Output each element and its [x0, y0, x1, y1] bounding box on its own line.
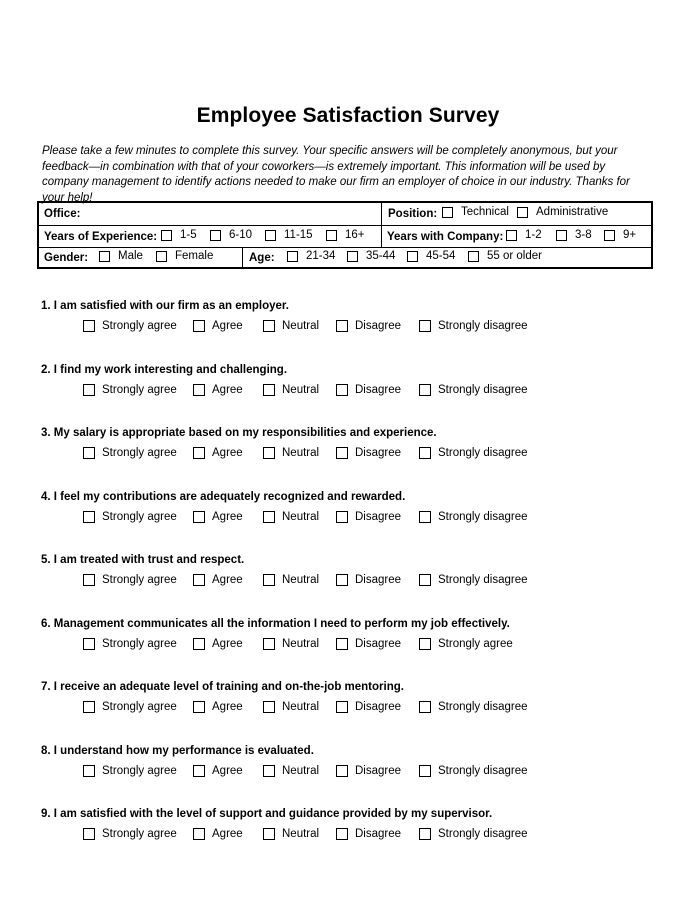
checkbox[interactable]: [193, 384, 205, 396]
answer-option[interactable]: [336, 638, 401, 650]
answer-option[interactable]: [419, 384, 528, 396]
checkbox[interactable]: [336, 828, 348, 840]
answer-option-label: Agree: [212, 637, 243, 650]
answer-option-label: Strongly disagree: [438, 510, 528, 523]
question-text: 2. I find my work interesting and challenging.: [41, 363, 288, 376]
checkbox[interactable]: [419, 701, 431, 713]
answer-option-label: Strongly agree: [102, 447, 177, 459]
answer-option[interactable]: [193, 701, 243, 713]
answer-option-label: Disagree: [355, 574, 402, 586]
info-row-experience: [39, 225, 651, 248]
checkbox[interactable]: [556, 230, 567, 241]
checkbox[interactable]: [83, 574, 95, 586]
checkbox[interactable]: [193, 511, 205, 523]
answer-option-label: Agree: [212, 701, 243, 713]
answer-option-label: Strongly agree: [102, 764, 177, 777]
checkbox[interactable]: [83, 384, 95, 396]
answer-option-label: Agree: [212, 764, 243, 777]
office-label: Office:: [44, 208, 81, 220]
answer-option-label: Neutral: [282, 320, 320, 332]
answer-option-label: Neutral: [282, 383, 320, 396]
answer-option-label: Agree: [212, 510, 243, 523]
experience-option[interactable]: 16+: [326, 229, 365, 241]
company-years-option[interactable]: 9+: [604, 229, 636, 241]
answer-option[interactable]: [263, 511, 319, 523]
checkbox[interactable]: [336, 384, 348, 396]
divider: [242, 248, 243, 268]
experience-option[interactable]: 6-10: [210, 229, 252, 241]
answer-option[interactable]: [263, 320, 319, 332]
checkbox[interactable]: [99, 251, 110, 262]
checkbox[interactable]: [347, 251, 358, 262]
answer-option[interactable]: [83, 320, 177, 332]
answer-option-label: Strongly disagree: [438, 574, 528, 586]
checkbox[interactable]: [468, 251, 479, 262]
checkbox[interactable]: [161, 230, 172, 241]
checkbox[interactable]: [193, 447, 205, 459]
age-label: Age:: [249, 252, 275, 264]
question-text: 1. I am satisfied with our firm as an employer.: [41, 300, 289, 312]
answer-option-label: Disagree: [355, 320, 402, 332]
experience-label: Years of Experience:: [44, 231, 158, 243]
answer-option-label: Strongly agree: [102, 510, 177, 523]
checkbox[interactable]: [419, 638, 431, 650]
checkbox[interactable]: [263, 511, 275, 523]
age-option[interactable]: 45-54: [407, 250, 455, 262]
answer-option[interactable]: [419, 320, 528, 332]
answer-option[interactable]: [83, 638, 177, 650]
answer-option[interactable]: [336, 828, 401, 840]
answer-option-label: Disagree: [355, 447, 402, 459]
answer-option-label: Neutral: [282, 764, 320, 777]
checkbox[interactable]: [156, 251, 167, 262]
answer-option-label: Agree: [212, 320, 243, 332]
checkbox[interactable]: [442, 207, 453, 218]
checkbox[interactable]: [336, 511, 348, 523]
answer-option[interactable]: [263, 384, 319, 396]
checkbox[interactable]: [336, 638, 348, 650]
position-label: Position:: [388, 208, 438, 220]
question-text: 9. I am satisfied with the level of support and guidance provided by my supervisor.: [41, 808, 493, 820]
checkbox[interactable]: [517, 207, 528, 218]
checkbox[interactable]: [263, 447, 275, 459]
checkbox[interactable]: [83, 638, 95, 650]
answer-option[interactable]: [83, 765, 177, 777]
checkbox[interactable]: [419, 447, 431, 459]
answer-option[interactable]: [83, 511, 177, 523]
checkbox[interactable]: [193, 765, 205, 777]
checkbox[interactable]: [263, 574, 275, 586]
checkbox[interactable]: [263, 320, 275, 332]
answer-option-label: Strongly agree: [438, 637, 513, 650]
answer-option-label: Strongly disagree: [438, 701, 528, 713]
answer-option[interactable]: [193, 511, 243, 523]
answer-option[interactable]: [263, 574, 319, 586]
experience-option[interactable]: 1-5: [161, 229, 197, 241]
checkbox[interactable]: [506, 230, 517, 241]
answer-option[interactable]: [336, 447, 401, 459]
company-years-label: Years with Company:: [387, 231, 504, 243]
answer-option-label: Strongly agree: [102, 828, 177, 840]
answer-option-label: Disagree: [355, 701, 402, 713]
age-option[interactable]: 35-44: [347, 250, 395, 262]
checkbox[interactable]: [336, 701, 348, 713]
answer-option-label: Agree: [212, 383, 243, 396]
answer-option[interactable]: [83, 384, 177, 396]
checkbox[interactable]: [287, 251, 298, 262]
checkbox[interactable]: [83, 828, 95, 840]
answer-option[interactable]: [336, 574, 401, 586]
answer-option[interactable]: [419, 828, 528, 840]
position-option-administrative[interactable]: Administrative: [517, 206, 608, 218]
checkbox[interactable]: [193, 701, 205, 713]
checkbox[interactable]: [83, 765, 95, 777]
info-row-gender-age: [39, 247, 651, 268]
answer-option-label: Neutral: [282, 510, 320, 523]
checkbox[interactable]: [193, 574, 205, 586]
checkbox[interactable]: [336, 320, 348, 332]
page-title: Employee Satisfaction Survey: [196, 104, 500, 127]
answer-option[interactable]: [419, 511, 528, 523]
answer-option[interactable]: [336, 320, 401, 332]
checkbox[interactable]: [419, 765, 431, 777]
gender-option-male[interactable]: Male: [99, 250, 143, 262]
answer-option[interactable]: [419, 701, 528, 713]
company-years-option[interactable]: 1-2: [506, 229, 542, 241]
question-text: 5. I am treated with trust and respect.: [41, 554, 245, 566]
answer-option[interactable]: [263, 701, 319, 713]
answer-option-label: Disagree: [355, 828, 402, 840]
question-text: 8. I understand how my performance is evaluated.: [41, 744, 314, 757]
answer-option-label: Strongly agree: [102, 701, 177, 713]
question-text: 4. I feel my contributions are adequately recognized and rewarded.: [41, 490, 406, 503]
answer-option-label: Agree: [212, 574, 243, 586]
info-row-office-position: [39, 203, 651, 225]
checkbox[interactable]: [83, 511, 95, 523]
answer-option[interactable]: [193, 828, 243, 840]
intro-text: Please take a few minutes to complete this survey. Your specific answers will be completely anonymous, but your feedback—in combination with that of your coworkers—is extremely important. This information will be used by company management to identify actions needed to make our firm an employer of choice in our industry. Thanks for your help!: [42, 145, 630, 204]
answer-option[interactable]: [336, 384, 401, 396]
answer-option-label: Strongly disagree: [438, 828, 528, 840]
checkbox[interactable]: [193, 828, 205, 840]
answer-option[interactable]: [193, 574, 243, 586]
checkbox[interactable]: [263, 638, 275, 650]
answer-option-label: Disagree: [355, 637, 402, 650]
checkbox[interactable]: [419, 511, 431, 523]
answer-option-label: Strongly disagree: [438, 447, 528, 459]
answer-option[interactable]: [263, 447, 319, 459]
checkbox[interactable]: [336, 447, 348, 459]
checkbox[interactable]: [336, 765, 348, 777]
answer-option-label: Disagree: [355, 764, 402, 777]
answer-option[interactable]: [193, 320, 243, 332]
respondent-info-table: [37, 201, 653, 269]
answer-option-label: Strongly agree: [102, 383, 177, 396]
checkbox[interactable]: [419, 320, 431, 332]
checkbox[interactable]: [263, 701, 275, 713]
answer-option-label: Agree: [212, 828, 243, 840]
answer-option[interactable]: [419, 638, 513, 650]
checkbox[interactable]: [83, 320, 95, 332]
checkbox[interactable]: [193, 638, 205, 650]
checkbox[interactable]: [263, 765, 275, 777]
answer-option[interactable]: [263, 638, 319, 650]
age-option[interactable]: 55 or older: [468, 250, 542, 262]
answer-option-label: Strongly disagree: [438, 383, 528, 396]
answer-option[interactable]: [336, 765, 401, 777]
checkbox[interactable]: [265, 230, 276, 241]
answer-option-label: Strongly disagree: [438, 320, 528, 332]
gender-option-female[interactable]: Female: [156, 250, 213, 262]
divider: [381, 203, 382, 225]
answer-option[interactable]: [336, 511, 401, 523]
checkbox[interactable]: [83, 447, 95, 459]
answer-option[interactable]: [83, 701, 177, 713]
age-option[interactable]: 21-34: [287, 250, 335, 262]
answer-option[interactable]: [263, 765, 319, 777]
answer-option-label: Disagree: [355, 510, 402, 523]
answer-option-label: Disagree: [355, 383, 402, 396]
answer-option[interactable]: [83, 447, 177, 459]
checkbox[interactable]: [336, 574, 348, 586]
divider: [381, 226, 382, 248]
question-text: 6. Management communicates all the information I need to perform my job effectively.: [41, 617, 510, 630]
checkbox[interactable]: [419, 828, 431, 840]
answer-option-label: Strongly agree: [102, 637, 177, 650]
checkbox[interactable]: [407, 251, 418, 262]
question-text: 3. My salary is appropriate based on my responsibilities and experience.: [41, 427, 437, 439]
answer-option-label: Strongly agree: [102, 574, 177, 586]
answer-option[interactable]: [193, 447, 243, 459]
answer-option-label: Neutral: [282, 828, 320, 840]
answer-option[interactable]: [336, 701, 401, 713]
checkbox[interactable]: [193, 320, 205, 332]
answer-option[interactable]: [193, 638, 243, 650]
gender-label: Gender:: [44, 252, 89, 264]
checkbox[interactable]: [419, 384, 431, 396]
checkbox[interactable]: [419, 574, 431, 586]
answer-option[interactable]: [83, 574, 177, 586]
checkbox[interactable]: [263, 828, 275, 840]
checkbox[interactable]: [210, 230, 221, 241]
position-option-technical[interactable]: Technical: [442, 206, 509, 218]
answer-option-label: Neutral: [282, 447, 320, 459]
company-years-option[interactable]: 3-8: [556, 229, 592, 241]
answer-option-label: Strongly disagree: [438, 764, 528, 777]
answer-option-label: Agree: [212, 447, 243, 459]
answer-option[interactable]: [193, 384, 243, 396]
checkbox[interactable]: [263, 384, 275, 396]
answer-option[interactable]: [193, 765, 243, 777]
answer-option-label: Neutral: [282, 701, 320, 713]
answer-option[interactable]: [419, 765, 528, 777]
answer-option[interactable]: [419, 447, 528, 459]
answer-option-label: Neutral: [282, 574, 320, 586]
experience-option[interactable]: 11-15: [265, 229, 313, 241]
checkbox[interactable]: [604, 230, 615, 241]
answer-option-label: Neutral: [282, 637, 320, 650]
answer-option[interactable]: [419, 574, 528, 586]
checkbox[interactable]: [83, 701, 95, 713]
checkbox[interactable]: [326, 230, 337, 241]
answer-option-label: Strongly agree: [102, 320, 177, 332]
answer-option[interactable]: [263, 828, 319, 840]
answer-option[interactable]: [83, 828, 177, 840]
question-text: 7. I receive an adequate level of training and on-the-job mentoring.: [41, 681, 404, 693]
